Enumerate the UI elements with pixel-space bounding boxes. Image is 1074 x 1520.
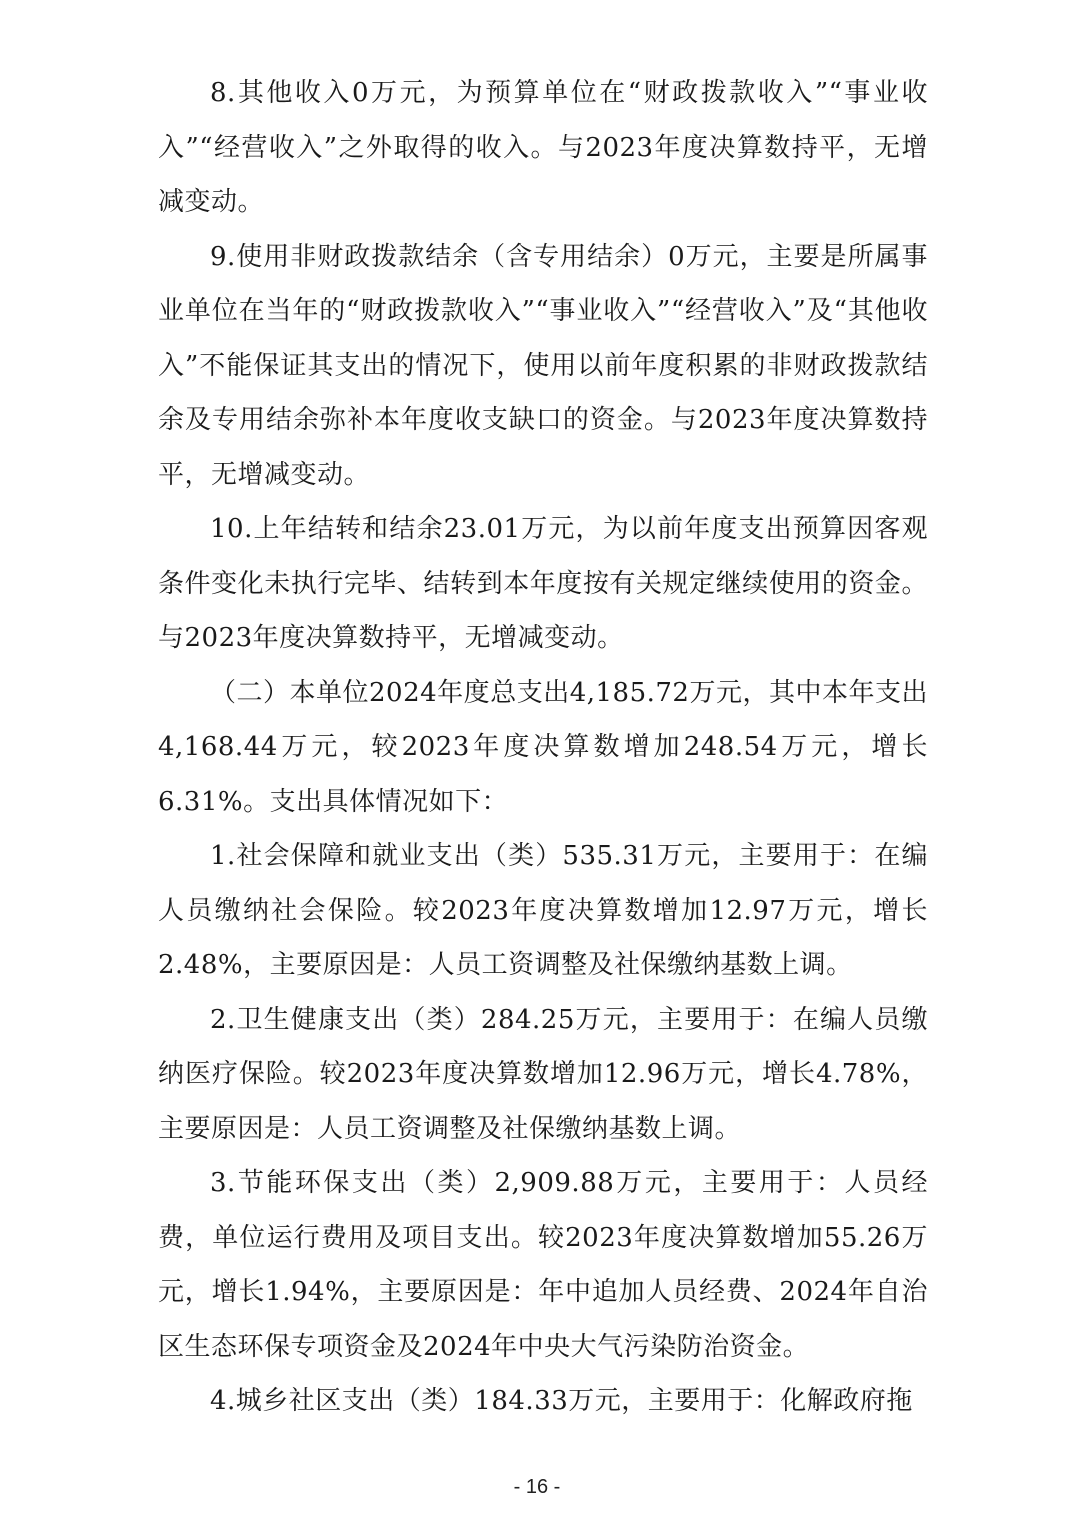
paragraph-health-expenditure: 2.卫生健康支出（类）284.25万元，主要用于：在编人员缴纳医疗保险。较2023年度决算数增加12.96万元，增长4.78%，主要原因是：人员工资调整及社保缴纳基数上调。: [158, 1004, 928, 1144]
paragraph-other-income: 8.其他收入0万元，为预算单位在“财政拨款收入”“事业收入”“经营收入”之外取得的收入。与2023年度决算数持平，无增减变动。: [158, 78, 928, 217]
body-text: [158, 66, 928, 1429]
page-number: - 16 -: [513, 1476, 561, 1498]
paragraph-total-expenditure: （二）本单位2024年度总支出4,185.72万元，其中本年支出4,168.44万元，较2023年度决算数增加248.54万元，增长6.31%。支出具体情况如下：: [158, 677, 928, 817]
paragraph-environmental-expenditure: 3.节能环保支出（类）2,909.88万元，主要用于：人员经费，单位运行费用及项目支出。较2023年度决算数增加55.26万元，增长1.94%，主要原因是：年中追加人员经费、2024年自治区生态环保专项资金及2024年中央大气污染防治资金。: [158, 1168, 928, 1362]
paragraph-carryover-balance: 10.上年结转和结余23.01万元，为以前年度支出预算因客观条件变化未执行完毕、结转到本年度按有关规定继续使用的资金。与2023年度决算数持平，无增减变动。: [158, 514, 928, 653]
paragraph-urban-rural-expenditure: 4.城乡社区支出（类）184.33万元，主要用于：化解政府拖: [210, 1386, 913, 1416]
paragraph-social-security-expenditure: 1.社会保障和就业支出（类）535.31万元，主要用于：在编人员缴纳社会保险。较2023年度决算数增加12.97万元，增长2.48%，主要原因是：人员工资调整及社保缴纳基数上调。: [158, 841, 928, 980]
paragraph-non-fiscal-balance: 9.使用非财政拨款结余（含专用结余）0万元，主要是所属事业单位在当年的“财政拨款收入”“事业收入”“经营收入”及“其他收入”不能保证其支出的情况下，使用以前年度积累的非财政拨款结余及专用结余弥补本年度收支缺口的资金。与2023年度决算数持平，无增减变动。: [158, 241, 928, 490]
